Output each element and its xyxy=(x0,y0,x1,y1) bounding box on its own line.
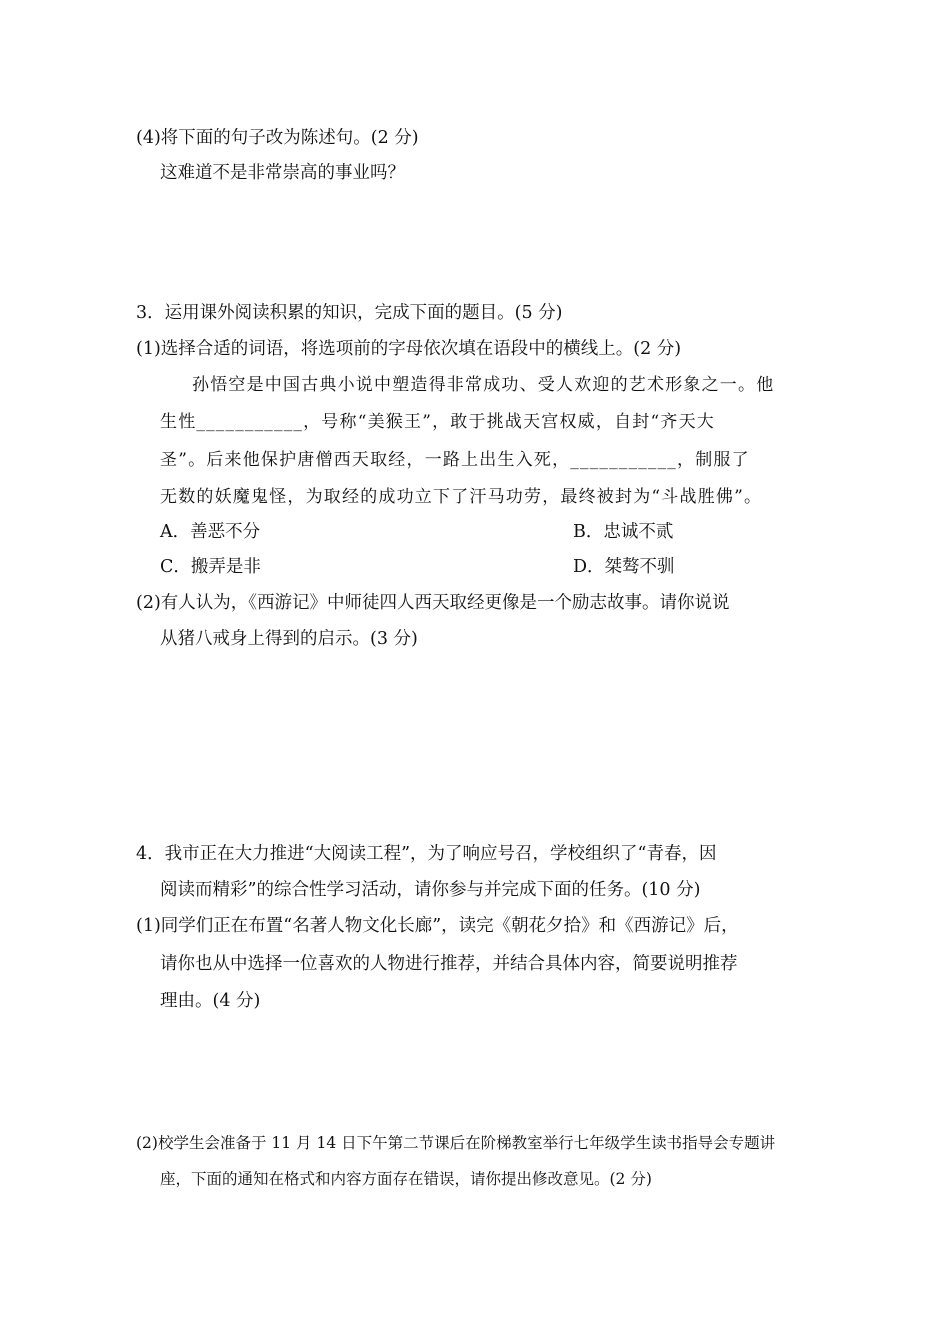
q3-passage-line: 无数的妖魔鬼怪，为取经的成功立下了汗马功劳，最终被封为“斗战胜佛”。 xyxy=(160,487,763,507)
q4-sub1-line: 理由。(4 分) xyxy=(160,991,261,1011)
q3-option-d: D．桀骜不驯 xyxy=(573,557,675,577)
q3-option-b: B．忠诚不贰 xyxy=(573,522,674,542)
q4-sub1-line: 请你也从中选择一位喜欢的人物进行推荐，并结合具体内容，简要说明推荐 xyxy=(160,954,738,974)
q2-4-prompt: (4)将下面的句子改为陈述句。(2 分) xyxy=(136,128,419,148)
q4-sub1-line: (1)同学们正在布置“名著人物文化长廊”，读完《朝花夕拾》和《西游记》后， xyxy=(136,916,739,936)
q3-passage-line: 圣”。后来他保护唐僧西天取经，一路上出生入死，___________，制服了 xyxy=(160,450,750,470)
q3-title: 3．运用课外阅读积累的知识，完成下面的题目。(5 分) xyxy=(136,303,563,323)
q4-sub2-line: 座，下面的通知在格式和内容方面存在错误，请你提出修改意见。(2 分) xyxy=(160,1170,652,1188)
q2-4-sentence: 这难道不是非常崇高的事业吗？ xyxy=(160,163,405,183)
q3-option-a: A．善恶不分 xyxy=(160,522,261,542)
q3-passage-line: 生性___________，号称“美猴王”，敢于挑战天宫权威，自封“齐天大 xyxy=(160,412,715,432)
q3-sub1-prompt: (1)选择合适的词语，将选项前的字母依次填在语段中的横线上。(2 分) xyxy=(136,339,682,359)
q4-sub2-line: (2)校学生会准备于 11 月 14 日下午第二节课后在阶梯教室举行七年级学生读书指导会专题讲 xyxy=(136,1134,776,1152)
q3-option-c: C．搬弄是非 xyxy=(160,557,261,577)
q4-title-line: 阅读而精彩”的综合性学习活动，请你参与并完成下面的任务。(10 分) xyxy=(160,880,701,900)
q4-title-line: 4．我市正在大力推进“大阅读工程”，为了响应号召，学校组织了“青春，因 xyxy=(136,844,717,864)
q3-sub2-line: (2)有人认为，《西游记》中师徒四人西天取经更像是一个励志故事。请你说说 xyxy=(136,593,730,613)
q3-passage-line: 孙悟空是中国古典小说中塑造得非常成功、受人欢迎的艺术形象之一。他 xyxy=(192,375,775,395)
q3-sub2-line: 从猪八戒身上得到的启示。(3 分) xyxy=(160,629,418,649)
